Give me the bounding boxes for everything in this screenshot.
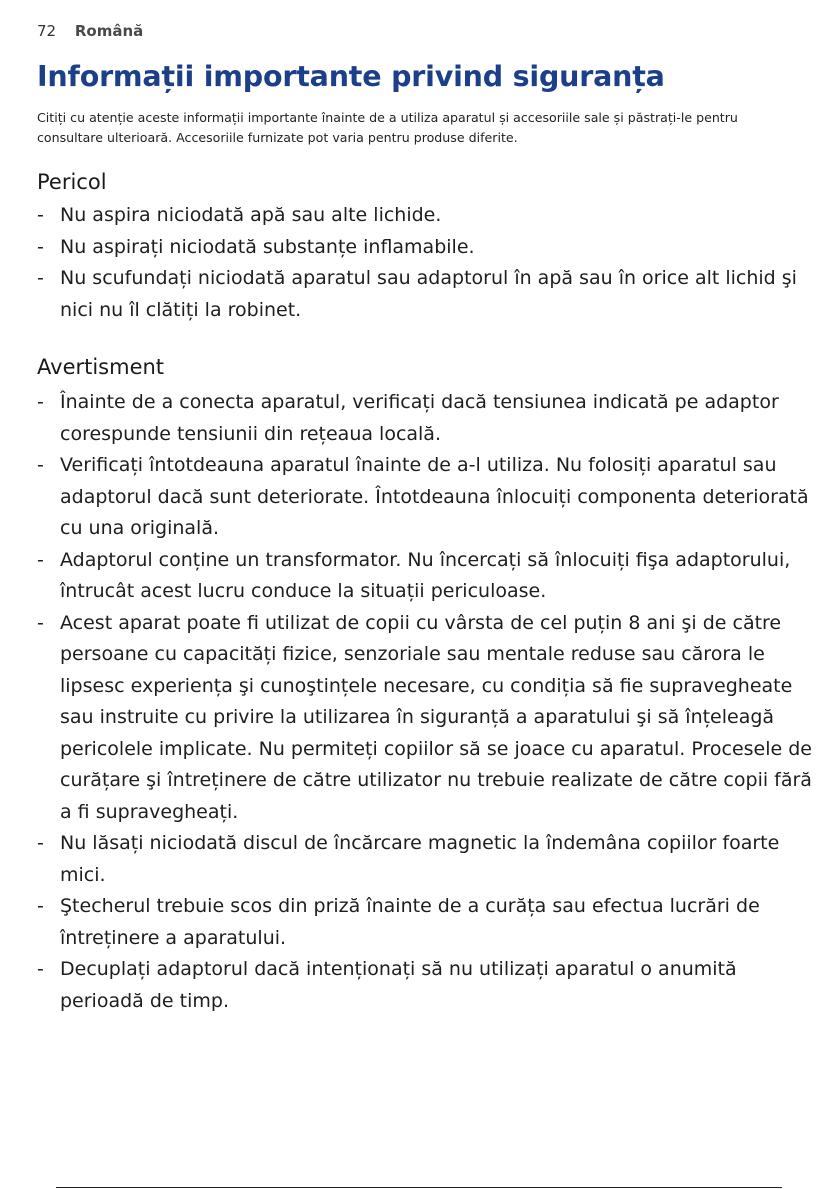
list-item-text: Decuplați adaptorul dacă intenționați să nu utilizați aparatul o anumită perioadă de timp. xyxy=(60,958,737,1012)
list-item xyxy=(37,232,812,264)
bullet-dash: - xyxy=(37,235,44,258)
intro-paragraph: Citiți cu atenție aceste informații importante înainte de a utiliza aparatul și accesoriile sale și păstrați-le pentru consultare ulterioară. Accesoriile furnizate pot varia pentru produse diferite. xyxy=(37,110,738,145)
list-item-text: Nu aspirați niciodată substanțe inflamabile. xyxy=(60,235,475,258)
list-item xyxy=(37,545,812,608)
language-label: Română xyxy=(74,22,144,40)
warning-heading: Avertisment xyxy=(37,355,165,379)
footer-divider xyxy=(56,1187,782,1188)
list-item xyxy=(37,891,812,954)
list-item-text: Acest aparat poate fi utilizat de copii cu vârsta de cel puțin 8 ani şi de către persoane cu capacități fizice, senzoriale sau mentale reduse sau cărora le lipsesc experiența şi cunoştințele necesare, cu condiția să fie supravegheate sau instruite cu privire la utilizarea în siguranță a aparatului şi să înțeleagă pericolele implicate. Nu permiteți copiilor să se joace cu aparatul. Procesele de curățare şi întreținere de către utilizator nu trebuie realizate de către copii fără a fi supravegheați. xyxy=(60,611,812,823)
list-item xyxy=(37,387,812,450)
list-item xyxy=(37,954,812,1017)
bullet-dash: - xyxy=(37,204,44,226)
bullet-dash: - xyxy=(37,895,44,917)
danger-list xyxy=(37,200,812,326)
bullet-dash: - xyxy=(37,548,44,571)
list-item-text: Adaptorul conține un transformator. Nu încercați să înlocuiți fişa adaptorului, întrucât acest lucru conduce la situații periculoase. xyxy=(60,548,791,602)
bullet-dash: - xyxy=(37,832,44,854)
page-title: Informații importante privind siguranța xyxy=(37,60,665,93)
list-item xyxy=(37,200,812,232)
list-item xyxy=(37,828,812,891)
bullet-dash: - xyxy=(37,391,44,413)
list-item xyxy=(37,450,812,545)
list-item-text: Nu lăsați niciodată discul de încărcare magnetic la îndemâna copiilor foarte mici. xyxy=(60,832,780,886)
list-item-text: Ştecherul trebuie scos din priză înainte de a curăța sau efectua lucrări de întreținere a aparatului. xyxy=(60,895,760,949)
list-item-text: Nu scufundați niciodată aparatul sau adaptorul în apă sau în orice alt lichid şi nici nu îl clătiți la robinet. xyxy=(60,267,797,321)
bullet-dash: - xyxy=(37,611,44,634)
page-number: 72 xyxy=(37,22,57,40)
bullet-dash: - xyxy=(37,267,44,289)
list-item xyxy=(37,608,812,829)
page-header xyxy=(37,22,143,40)
warning-list xyxy=(37,387,812,1017)
list-item xyxy=(37,263,812,326)
bullet-dash: - xyxy=(37,958,44,980)
bullet-dash: - xyxy=(37,454,44,476)
danger-heading: Pericol xyxy=(37,170,107,194)
list-item-text: Înainte de a conecta aparatul, verificați dacă tensiunea indicată pe adaptor corespunde tensiunii din rețeaua locală. xyxy=(60,391,779,445)
list-item-text: Nu aspira niciodată apă sau alte lichide. xyxy=(60,204,442,226)
list-item-text: Verificați întotdeauna aparatul înainte de a-l utiliza. Nu folosiți aparatul sau adaptorul dacă sunt deteriorate. Întotdeauna înlocuiți componenta deteriorată cu una originală. xyxy=(60,454,809,539)
